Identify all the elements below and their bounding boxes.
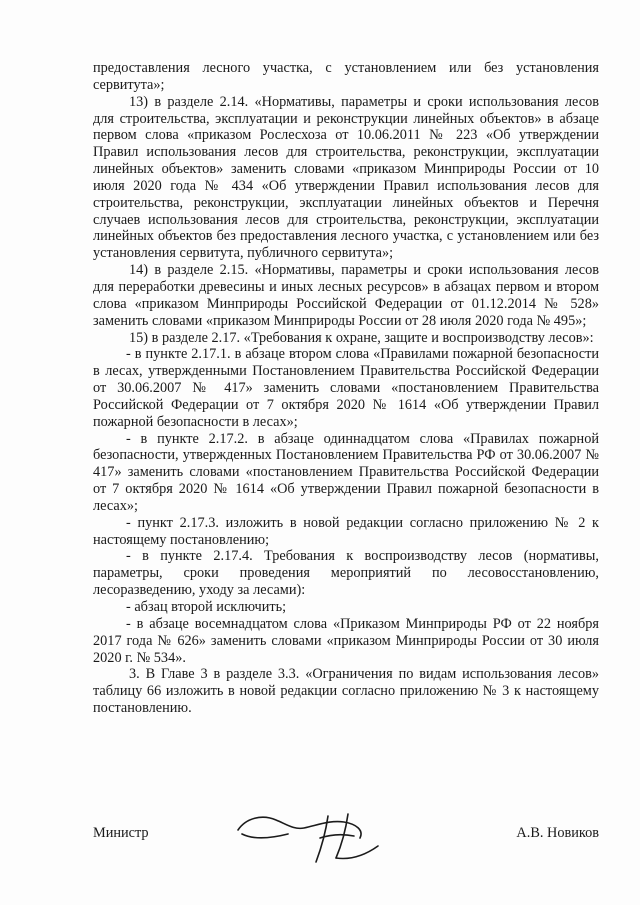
paragraph-item-3: 3. В Главе 3 в разделе 3.3. «Ограничения по видам использования лесов» таблицу 66 изложить в новой редакции согласно приложению № 3 к настоящему постановлению. — [93, 666, 599, 717]
paragraph-item-14: 14) в разделе 2.15. «Нормативы, параметры и сроки использования лесов для переработки древесины и иных лесных ресурсов» в абзацах первом и втором слова «приказом Минприроды Российской Федерации от 01.12.2014 № 528» заменить словами «приказом Минприроды России от 28 июля 2020 года № 495»; — [93, 262, 599, 329]
paragraph-bullet-2-17-2: - в пункте 2.17.2. в абзаце одиннадцатом слова «Правилах пожарной безопасности, утвержденных Постановлением Правительства РФ от 30.06.2007 № 417» заменить словами «постановлением Правительства Российской Федерации от 7 октября 2020 № 1614 «Об утверждении Правил пожарной безопасности в лесах»; — [93, 430, 599, 514]
paragraph-bullet-2-17-3: - пункт 2.17.3. изложить в новой редакции согласно приложению № 2 к настоящему постановлению; — [93, 514, 599, 548]
signatory-name: А.В. Новиков — [516, 825, 599, 841]
document-body — [93, 60, 599, 717]
paragraph-bullet-remove: - абзац второй исключить; — [126, 599, 287, 615]
paragraph-bullet-2-17-1: - в пункте 2.17.1. в абзаце втором слова «Правилами пожарной безопасности в лесах, утвержденными Постановлением Правительства Российской Федерации от 30.06.2007 № 417» заменить словами «постановлением Правительства Российской Федерации от 7 октября 2020 № 1614 «Об утверждении Правил пожарной безопасности в лесах»; — [93, 346, 599, 430]
paragraph-bullet-replace: - в абзаце восемнадцатом слова «Приказом Минприроды РФ от 22 ноября 2017 года № 626» заменить словами «приказом Минприроды России от 30 июля 2020 г. № 534». — [93, 615, 599, 666]
signatory-title: Министр — [93, 825, 149, 841]
paragraph-bullet-2-17-4: - в пункте 2.17.4. Требования к воспроизводству лесов (нормативы, параметры, сроки проведения мероприятий по лесовосстановлению, лесоразведению, уходу за лесами): — [93, 548, 599, 599]
paragraph-item-13: 13) в разделе 2.14. «Нормативы, параметры и сроки использования лесов для строительства, эксплуатации и реконструкции линейных объектов» в абзаце первом слова «приказом Рослесхоза от 10.06.2011 № 223 «Об утверждении Правил использования лесов для строительства, реконструкции, эксплуатации линейных объектов» заменить словами «приказом Минприроды России от 10 июля 2020 года № 434 «Об утверждении Правил использования лесов для строительства, реконструкции, эксплуатации линейных объектов и Перечня случаев использования лесов для строительства, реконструкции, эксплуатации линейных объектов без предоставления лесного участка, с установлением или без установления сервитута, публичного сервитута»; — [93, 93, 599, 262]
signature-block — [93, 824, 599, 844]
paragraph-continuation: предоставления лесного участка, с установлением или без установления сервитута»; — [93, 60, 599, 93]
paragraph-item-15: 15) в разделе 2.17. «Требования к охране, защите и воспроизводству лесов»: — [129, 329, 594, 346]
